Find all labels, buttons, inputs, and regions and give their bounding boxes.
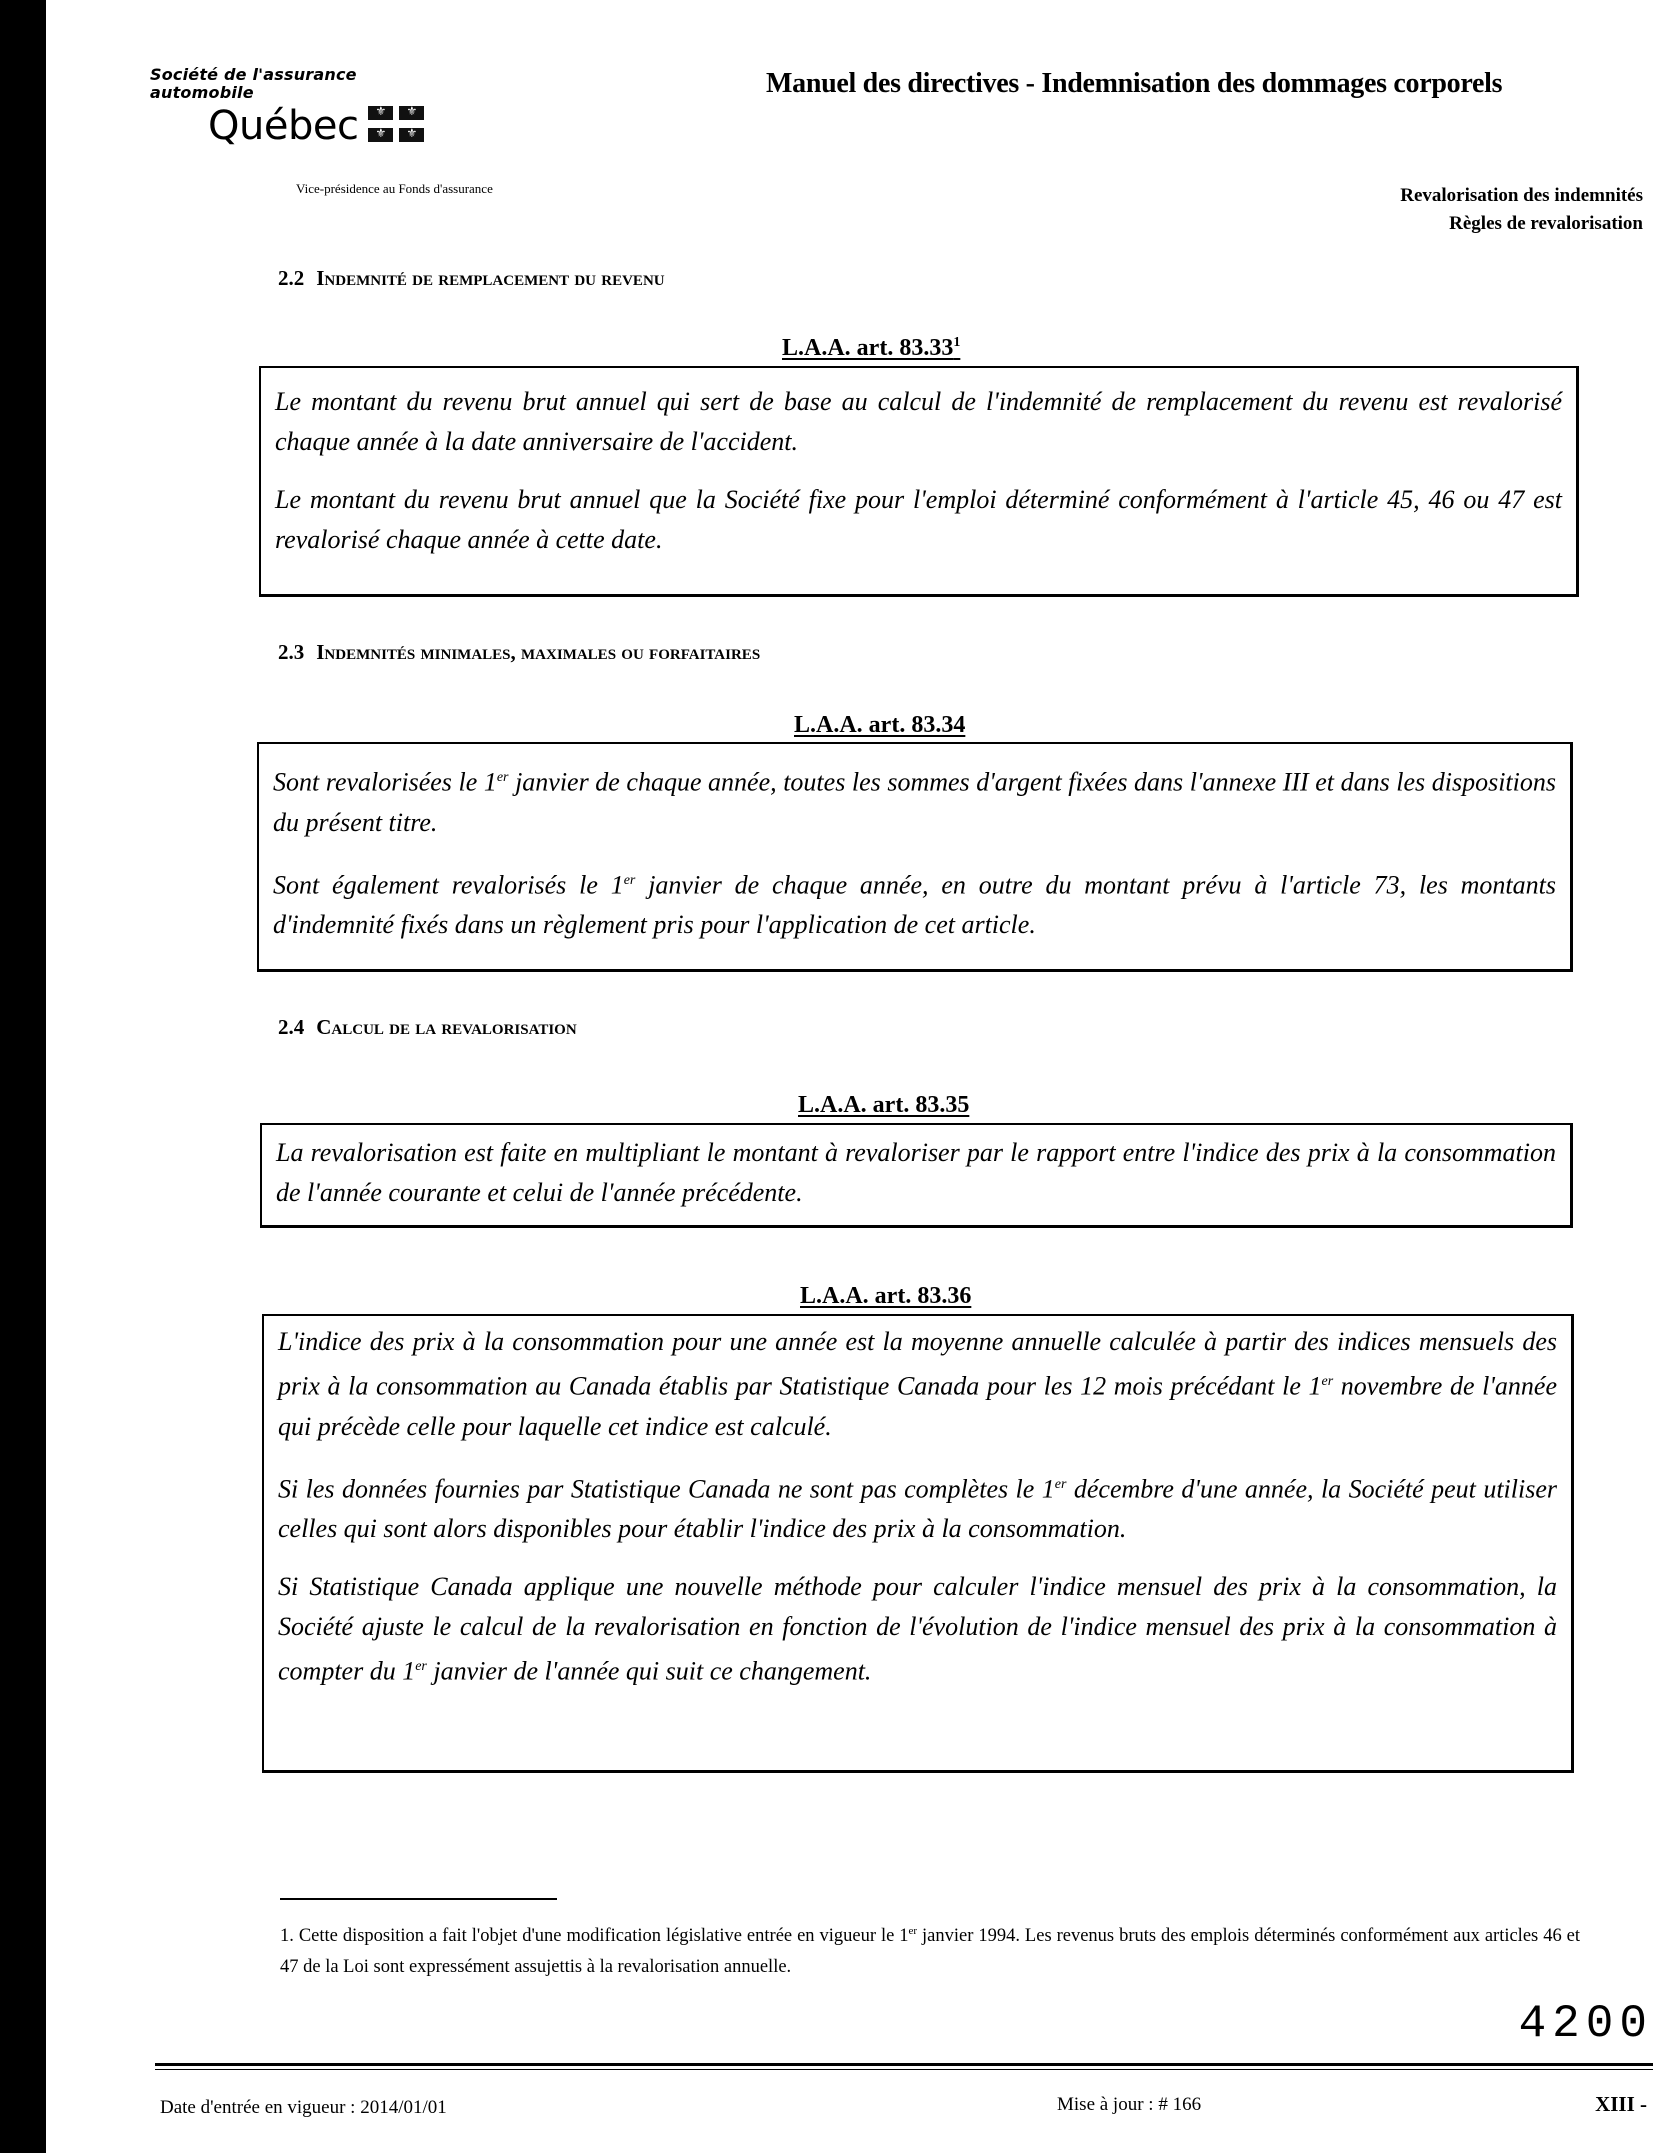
text-run: janvier 1994. Les revenus bruts des emplois déterminés conformément aux articles 46 et 47 de la Loi sont expressément assujettis à la revalorisation annuelle.: [280, 1926, 1581, 1978]
section-number: 2.2: [278, 266, 305, 290]
section-number: 2.4: [278, 1015, 305, 1039]
text-run: janvier de chaque année, toutes les sommes d'argent fixées dans l'annexe III et dans les dispositions du présent titre.: [273, 767, 1556, 837]
text-run: novembre de l'année qui précède celle pour laquelle cet indice est calculé.: [278, 1371, 1557, 1441]
article-label: L.A.A. art. 83.34: [794, 712, 966, 738]
section-heading-2-3: [278, 640, 760, 665]
text-run: décembre d'une année, la Société peut utiliser celles qui sont alors disponibles pour établir l'indice des prix à la consommation.: [278, 1474, 1557, 1544]
logo-wordmark-row: [208, 104, 424, 148]
superscript: er: [1054, 1476, 1067, 1492]
text-run: janvier de chaque année, en outre du montant prévu à l'article 73, les montants d'indemnité fixés dans un règlement pris pour l'application de cet article.: [273, 870, 1556, 940]
logo-org-line1: Société de l'assurance: [150, 65, 357, 84]
update-number: Mise à jour : # 166: [1057, 2094, 1202, 2115]
article-label: L.A.A. art. 83.35: [798, 1092, 970, 1118]
superscript: er: [908, 1925, 918, 1937]
scan-black-edge: [0, 0, 46, 2153]
text-run: Si Statistique Canada applique une nouvelle méthode pour calculer l'indice mensuel des prix à la consommation, la Société ajuste le calcul de la revalorisation en fonction de l'évolution de l'indice mensuel des prix à la consommation à compter du 1: [278, 1572, 1557, 1686]
superscript: er: [415, 1659, 427, 1675]
text-run: Si les données fournies par Statistique Canada ne sont pas complètes le 1: [278, 1474, 1055, 1504]
law-excerpt-box-83-34: [257, 742, 1573, 972]
fleur-de-lis-icon: [368, 106, 393, 120]
footer-rule: [155, 2063, 1653, 2066]
logo-quebec-wordmark: Québec: [208, 103, 359, 149]
logo-subtitle: Vice-présidence au Fonds d'assurance: [296, 181, 493, 196]
law-paragraph: La revalorisation est faite en multipliant le montant à revaloriser par le rapport entre l'indice des prix à la consommation de l'année courante et celui de l'année précédente.: [276, 1138, 1556, 1207]
superscript: er: [496, 770, 509, 785]
law-excerpt-box-83-35: [260, 1123, 1573, 1228]
superscript: er: [1321, 1374, 1334, 1389]
article-label: L.A.A. art. 83.36: [800, 1283, 972, 1309]
footnote-number: 1.: [280, 1926, 294, 1947]
saaq-logo: [150, 65, 359, 149]
section-title: Indemnités minimales, maximales ou forfaitaires: [316, 640, 761, 664]
law-paragraph: Le montant du revenu brut annuel qui sert de base au calcul de l'indemnité de remplacement du revenu est revalorisé chaque année à la date anniversaire de l'accident.: [275, 387, 1562, 456]
law-excerpt-box-83-36: [262, 1314, 1574, 1773]
footnote-ref[interactable]: 1: [953, 335, 961, 350]
page-number: XIII -: [1595, 2092, 1647, 2116]
fleur-de-lis-icon: [368, 128, 393, 142]
footer-rule-thin: [155, 2069, 1653, 2070]
text-run: Sont également revalorisés le 1: [273, 870, 624, 900]
section-number: 2.3: [278, 640, 305, 664]
article-label: L.A.A. art. 83.33: [782, 335, 954, 361]
breadcrumb: [1400, 182, 1643, 238]
section-heading-2-4: [278, 1015, 577, 1040]
law-paragraph: [273, 861, 1556, 946]
text-run: janvier de l'année qui suit ce changement.: [426, 1656, 872, 1686]
footnote-1: [280, 1916, 1580, 1983]
law-excerpt-box-83-33: [259, 366, 1579, 597]
text-run: Cette disposition a fait l'objet d'une modification législative entrée en vigueur le 1: [298, 1926, 909, 1947]
effective-date: Date d'entrée en vigueur : 2014/01/01: [160, 2097, 447, 2118]
section-title: Indemnité de remplacement du revenu: [316, 266, 665, 290]
logo-org-line2: automobile: [150, 83, 254, 102]
section-title: Calcul de la revalorisation: [316, 1015, 577, 1039]
law-paragraph: [278, 1322, 1557, 1447]
breadcrumb-item-chapter: Revalorisation des indemnités: [1400, 185, 1643, 206]
article-title-83-34: [794, 712, 965, 739]
footnote-separator: [280, 1898, 557, 1900]
article-title-83-35: [798, 1092, 969, 1119]
law-paragraph: [273, 758, 1556, 843]
document-title: Manuel des directives - Indemnisation des dommages corporels: [766, 68, 1503, 99]
fleur-de-lis-icon: [399, 106, 424, 120]
law-paragraph: Le montant du revenu brut annuel que la Société fixe pour l'emploi déterminé conformément à l'article 45, 46 ou 47 est revalorisé chaque année à cette date.: [275, 485, 1562, 554]
breadcrumb-item-section: Règles de revalorisation: [1449, 213, 1643, 234]
page-stamp-number: 4200: [1518, 1998, 1653, 2050]
fleur-de-lis-icon: [399, 128, 424, 142]
text-run: L'indice des prix à la consommation pour une année est la moyenne annuelle calculée à partir des indices mensuels des prix à la consommation au Canada établis par Statistique Canada pour les 12 mois précédant le 1: [278, 1327, 1557, 1401]
section-heading-2-2: [278, 266, 665, 291]
law-paragraph: [278, 1465, 1557, 1550]
article-title-83-33: [782, 335, 960, 362]
law-paragraph: [278, 1567, 1557, 1692]
article-title-83-36: [800, 1283, 971, 1310]
text-run: Sont revalorisées le 1: [273, 767, 497, 797]
quebec-flag-icon: [368, 106, 424, 142]
superscript: er: [623, 872, 636, 888]
